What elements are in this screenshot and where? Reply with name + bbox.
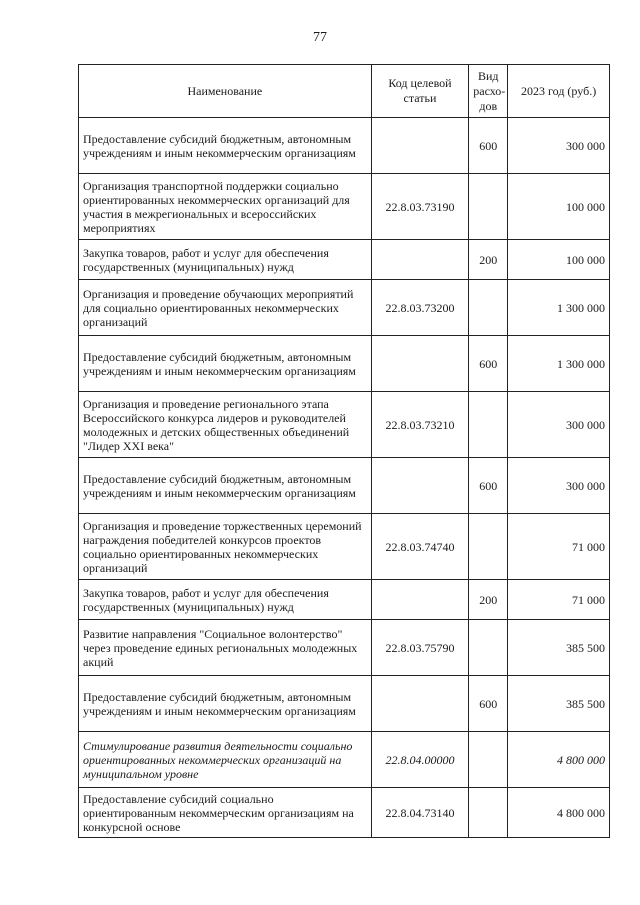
- row-sum-cell: 4 800 000: [508, 788, 610, 838]
- row-code-cell: [371, 118, 469, 174]
- row-sum-cell: 300 000: [508, 458, 610, 514]
- row-name-cell: Организация транспортной поддержки социально ориентированных некоммерческих организаций для участия в межрегиональных и всероссийских мероприятиях: [79, 174, 372, 240]
- row-code-cell: [371, 580, 469, 620]
- header-code: Код целевой статьи: [371, 65, 469, 118]
- row-code-cell: [371, 240, 469, 280]
- budget-table: [78, 64, 610, 838]
- table-row: [79, 280, 610, 336]
- table-row: [79, 174, 610, 240]
- row-name-cell: Предоставление субсидий бюджетным, автономным учреждениям и иным некоммерческим организациям: [79, 458, 372, 514]
- table-row: [79, 732, 610, 788]
- row-vid-cell: 600: [469, 458, 508, 514]
- row-sum-cell: 4 800 000: [508, 732, 610, 788]
- row-name-cell: Закупка товаров, работ и услуг для обеспечения государственных (муниципальных) нужд: [79, 240, 372, 280]
- header-row: [79, 65, 610, 118]
- row-vid-cell: 600: [469, 336, 508, 392]
- row-name-cell: Закупка товаров, работ и услуг для обеспечения государственных (муниципальных) нужд: [79, 580, 372, 620]
- row-name-cell: Предоставление субсидий социально ориентированным некоммерческим организациям на конкурсной основе: [79, 788, 372, 838]
- row-vid-cell: [469, 788, 508, 838]
- table-row: [79, 118, 610, 174]
- row-sum-cell: 71 000: [508, 580, 610, 620]
- row-name-cell: Стимулирование развития деятельности социально ориентированных некоммерческих организаций на муниципальном уровне: [79, 732, 372, 788]
- row-vid-cell: 600: [469, 118, 508, 174]
- header-vid: Вид расхо-дов: [469, 65, 508, 118]
- header-sum: 2023 год (руб.): [508, 65, 610, 118]
- row-name-cell: Организация и проведение торжественных церемоний награждения победителей конкурсов проектов социально ориентированных некоммерческих организаций: [79, 514, 372, 580]
- row-code-cell: 22.8.03.73210: [371, 392, 469, 458]
- row-code-cell: [371, 458, 469, 514]
- row-code-cell: 22.8.03.73190: [371, 174, 469, 240]
- row-code-cell: 22.8.03.73200: [371, 280, 469, 336]
- row-vid-cell: 200: [469, 580, 508, 620]
- row-code-cell: [371, 676, 469, 732]
- row-sum-cell: 300 000: [508, 392, 610, 458]
- table-row: [79, 514, 610, 580]
- row-vid-cell: [469, 620, 508, 676]
- row-vid-cell: [469, 732, 508, 788]
- row-code-cell: 22.8.03.75790: [371, 620, 469, 676]
- table-row: [79, 676, 610, 732]
- row-name-cell: Предоставление субсидий бюджетным, автономным учреждениям и иным некоммерческим организациям: [79, 118, 372, 174]
- page-number: 77: [313, 30, 327, 45]
- row-name-cell: Развитие направления "Социальное волонтерство" через проведение единых региональных молодежных акций: [79, 620, 372, 676]
- row-sum-cell: 1 300 000: [508, 336, 610, 392]
- row-name-cell: Организация и проведение обучающих мероприятий для социально ориентированных некоммерческих организаций: [79, 280, 372, 336]
- table-row: [79, 336, 610, 392]
- row-sum-cell: 71 000: [508, 514, 610, 580]
- row-vid-cell: 200: [469, 240, 508, 280]
- row-sum-cell: 100 000: [508, 240, 610, 280]
- row-name-cell: Предоставление субсидий бюджетным, автономным учреждениям и иным некоммерческим организациям: [79, 336, 372, 392]
- row-sum-cell: 385 500: [508, 620, 610, 676]
- row-code-cell: 22.8.04.73140: [371, 788, 469, 838]
- table-row: [79, 458, 610, 514]
- row-vid-cell: 600: [469, 676, 508, 732]
- header-name: Наименование: [79, 65, 372, 118]
- row-sum-cell: 100 000: [508, 174, 610, 240]
- row-vid-cell: [469, 174, 508, 240]
- row-sum-cell: 385 500: [508, 676, 610, 732]
- table-row: [79, 392, 610, 458]
- row-vid-cell: [469, 514, 508, 580]
- row-name-cell: Организация и проведение регионального этапа Всероссийского конкурса лидеров и руководителей молодежных и детских общественных объединений "Лидер XXI века": [79, 392, 372, 458]
- row-code-cell: 22.8.03.74740: [371, 514, 469, 580]
- table-row: [79, 240, 610, 280]
- row-code-cell: [371, 336, 469, 392]
- row-sum-cell: 1 300 000: [508, 280, 610, 336]
- row-code-cell: 22.8.04.00000: [371, 732, 469, 788]
- table-row: [79, 788, 610, 838]
- table-row: [79, 620, 610, 676]
- row-sum-cell: 300 000: [508, 118, 610, 174]
- row-vid-cell: [469, 392, 508, 458]
- row-vid-cell: [469, 280, 508, 336]
- row-name-cell: Предоставление субсидий бюджетным, автономным учреждениям и иным некоммерческим организациям: [79, 676, 372, 732]
- table-body: [79, 118, 610, 838]
- table-row: [79, 580, 610, 620]
